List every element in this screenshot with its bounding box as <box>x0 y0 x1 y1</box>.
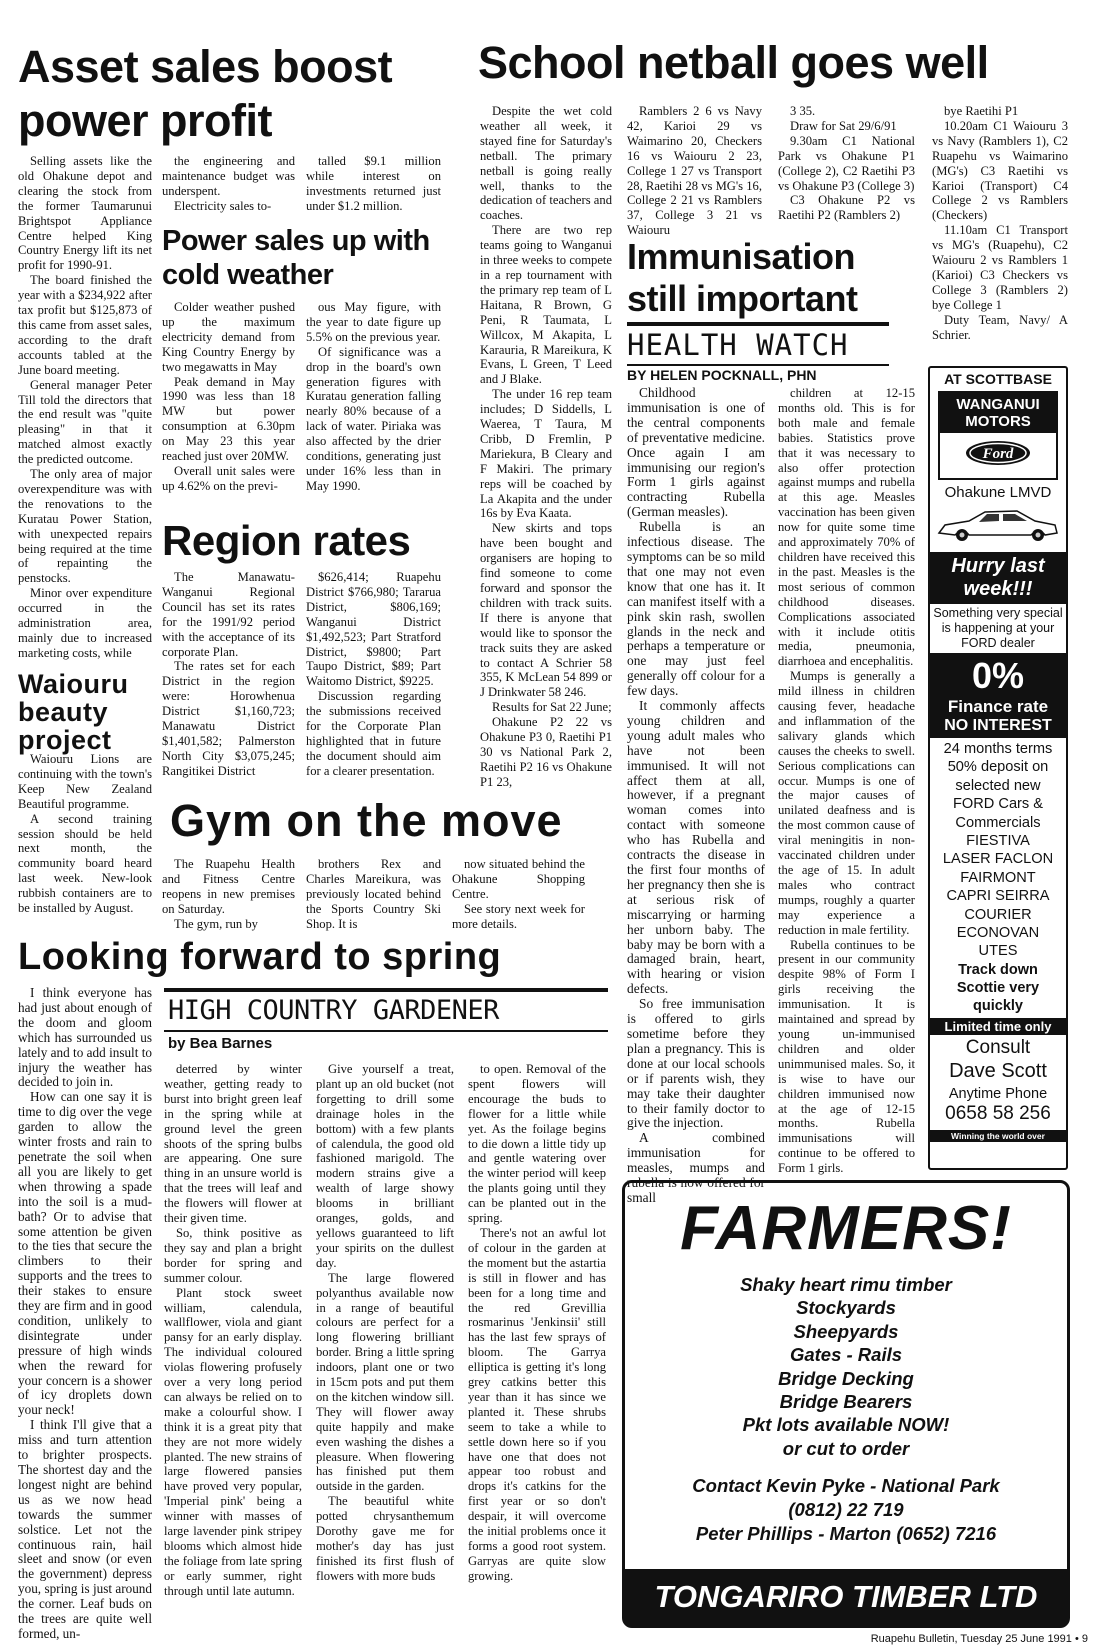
netball-col2-item: Ramblers 2 6 vs Navy 42, Karioi 29 vs Waimarino 20, Checkers 16 vs Waiouru 2 23, College 1 27 vs Transport 28, Raetihi 28 vs MG's 16, College 2 21 vs Ramblers 37, College 3 21 vs Waiouru <box>627 104 762 238</box>
asset-col1-item: The board finished the year with a $234,922 after tax profit but $125,873 of this came from asset sales, according to the draft accounts tabled at the June board meeting. <box>18 273 152 377</box>
spring-col1-item: How can one say it is time to dig over the vege garden to allow the winter frosts and rain to penetrate the soil when all you are likely to get when throwing a spade into the soil is a mud-bath? Or to advise that some attention be given to the ties that secure the climbers to their supports and the trees to their stakes to ensure they are firm and in good condition, unlikely to disintegrate under pressure of high winds when the reward for your concern is a shower of icy droplets down your neck! <box>18 1089 152 1418</box>
ford-lines <box>930 740 1066 961</box>
farmers-items-item: or cut to order <box>782 1437 910 1459</box>
farmers-items-item: Shaky heart rimu timber <box>740 1274 952 1295</box>
netball-headline: School netball goes well <box>478 37 989 88</box>
ford-logo-wrap <box>940 433 1056 478</box>
gym-col2 <box>306 857 441 931</box>
region-col2 <box>306 570 441 800</box>
spring-col1 <box>18 985 152 1641</box>
power-col1-item: Peak demand in May 1990 was less than 18 MW but power consumption at 6.30pm on May 23 this year reached just over 20MW. <box>162 374 295 464</box>
ford-lines-item: ECONOVAN <box>956 925 1040 942</box>
farmers-items <box>625 1273 1067 1460</box>
asset-col2-item: Electricity sales to- <box>174 198 272 213</box>
netball-col1 <box>480 104 612 834</box>
power-col1 <box>162 300 295 500</box>
gym-col3-item: now situated behind the Ohakune Shopping Centre. <box>452 857 585 901</box>
gym-headline: Gym on the move <box>170 795 563 846</box>
netball-col3-item: C3 Ohakune P2 vs Raetihi P2 (Ramblers 2) <box>778 193 915 223</box>
ford-lines-item: CAPRI SEIRRA <box>946 888 1050 905</box>
ford-slogan: Winning the world over <box>930 1130 1066 1142</box>
ford-logo-text: Ford <box>982 446 1014 462</box>
netball-col4-item: 10.20am C1 Waiouru 3 vs Navy (Ramblers 1), C2 Ruapehu vs Waimarino (MG's) C3 Raetihi vs Karioi (Transport) C4 College 2 vs Ramblers (Checkers) <box>932 118 1068 223</box>
spring-col1-item: I think I'll give that a miss and turn attention to brighter prospects. The shortest day and the longest night are behind us as we now head towards the summer solstice. Let not the continuous rain, hail sleet and snow (or even the government) depress you, spring is just around the corner. Leaf buds on the trees are quite well formed, un- <box>18 1417 152 1641</box>
farmers-contact3: Peter Phillips - Marton (0652) 7216 <box>695 1523 997 1545</box>
page-footer: Ruapehu Bulletin, Tuesday 25 June 1991 • 9 <box>870 1633 1088 1645</box>
spring-rule-top <box>164 988 608 992</box>
asset-col1 <box>18 154 152 660</box>
spring-rule-bottom <box>164 1030 608 1032</box>
gym-col2-item: brothers Rex and Charles Mareikura, was previously located behind the Sports Country Ski Shop. It is <box>306 857 441 931</box>
farmers-items-item: Stockyards <box>796 1297 896 1319</box>
spring-col4-item: to open. Removal of the spent flowers will encourage the buds to flower for a little while yet. As the foilage begins to die down a little tidy up and gentle watering over the winter period will keep the plants going until they can be planted out in the spring. <box>468 1062 606 1226</box>
immun-col1-item: A combined immunisation for measles, mumps and rubella is now offered for small <box>627 1130 765 1205</box>
gym-col1-item: The gym, run by <box>174 916 258 931</box>
waiouru-body-item: A second training session should be held next month, the community board heard last week. New-look rubbish containers are to be installed by August. <box>18 811 152 916</box>
ford-lines-item: FIESTIVA <box>966 833 1030 850</box>
power-col2-item: Of significance was a drop in the board's own generation figures with Kuratau generation falling nearly 80% because of a lack of water. Piriaka was also affected by the drier conditions, generating just under 16% less than in May 1990. <box>306 344 441 493</box>
spring-col3-item: The large flowered polyanthus available now in a range of beautiful colours are perfect for a long flowering brilliant border. Bring a little spring indoors, plant one or two in 15cm pots and put them on the kitchen window sill. They will flower away quite happily and make even washing the dishes a pleasure. When flowering has finished put them outside in the garden. <box>316 1270 454 1494</box>
power-col2-item: ous May figure, with the year to date figure up 5.5% on the previous year. <box>306 300 441 344</box>
netball-col3-item: 3 35. <box>790 104 816 118</box>
farmers-items-item: Gates - Rails <box>789 1344 903 1366</box>
ford-hurry: Hurry last week!!! <box>930 552 1066 604</box>
ford-lines-item: UTES <box>978 943 1018 960</box>
ford-phone: 0658 58 256 <box>945 1102 1051 1124</box>
netball-col1-item: The under 16 rep team includes; D Siddells, L Waerea, T Taura, M Cribb, D Fremlin, P Mariekura, B Cleary and F Makiri. The primary reps will be coached by La Akapita and the under 16s by Eva Kaata. <box>480 387 612 521</box>
ford-limited: Limited time only <box>930 1018 1066 1035</box>
immun-rule-top <box>627 322 889 326</box>
asset-col3-item: talled $9.1 million while interest on investments returned just under $1.2 million. <box>306 154 441 213</box>
region-col2-item: $626,414; Ruapehu District $766,980; Tararua District, $806,169; Wanganui District $1,492,523; Part Stratford District, $9800; Part Taupo District, $89; Part Waitomo District, $9225. <box>306 570 441 689</box>
asset-col1-item: Minor over expenditure occurred in the administration area, mainly due to increased marketing costs, while <box>18 586 152 660</box>
power-col2 <box>306 300 441 515</box>
farmers-ad <box>622 1180 1070 1628</box>
spring-col4 <box>468 1062 606 1638</box>
ford-rate-box <box>930 653 1066 738</box>
asset-col1-item: The only area of major overexpenditure was with the renovations to the Kuratau Power Station, with unexpected repairs being required at the time of repainting the penstocks. <box>18 467 152 586</box>
immun-rule-bottom <box>627 364 889 366</box>
asset-col2-item: the engineering and maintenance budget was underspent. <box>162 154 295 198</box>
region-col1-item: The rates set for each District in the region were: Horowhenua District $1,160,723; Manawatu District $1,401,582; Palmerston North City $3,075,245; Rangitikei District <box>162 659 295 778</box>
power-headline: Power sales up with cold weather <box>162 225 430 291</box>
spring-col4-item: There's not an awful lot of colour in the garden at the moment but the astartia is still in flower and has been for a long time and the red Grevillia rosmarinus 'Jenkinsii' still has the last few sprays of bloom. The Garrya elliptica is getting it's long grey catkins better this year than it has since we planted it. These shrubs seem to take a while to settle down here so if you have one that does not appear too robust and drops it's catkins for the first year or so don't despair, it will overcome the initial problems once it forms a good root system. Garryas are quite slow growing. <box>468 1225 606 1583</box>
spring-col3-item: The beautiful white potted chrysanthemum Dorothy gave me for mother's day has just finished its first flush of flowers with more buds <box>316 1494 454 1583</box>
ford-anytime: Anytime Phone <box>948 1085 1048 1102</box>
power-col1-item: Colder weather pushed up the maximum electricity demand from King Country Energy by two megawatts in May <box>162 300 295 374</box>
asset-col1-item: Selling assets like the old Ohakune depot and clearing the stock from the former Taumarunui Brightspot Appliance Centre helped King Country Energy lift its net profit for 1990-91. <box>18 154 152 273</box>
asset-headline: Asset sales boost power profit <box>18 41 393 146</box>
spring-col2-item: So, think positive as they say and plan a bright border for spring and summer colour. <box>164 1225 302 1285</box>
ford-ad-top: AT SCOTTBASE <box>944 371 1052 387</box>
ford-lines-item: LASER FACLON <box>942 851 1054 868</box>
immun-col2-item: children at 12-15 months old. This is for both male and female babies. Statistics prove that it was necessary to also offer protection against mumps and rubella at this age. Measles vaccination has been given now for quite some time and approximately 70% of children have received this in the past. Measles is the most serious of common childhood diseases. Complications associated with it include otitis media, pneumonia, diarrhoea and encephalitis. <box>778 386 915 669</box>
netball-col4-item: bye Raetihi P1 <box>944 104 1019 118</box>
spring-col3 <box>316 1062 454 1638</box>
farmers-title: FARMERS! <box>680 1194 1012 1263</box>
spring-byline: by Bea Barnes <box>168 1035 273 1052</box>
farmers-items-item: Pkt lots available NOW! <box>742 1414 950 1436</box>
immun-col1-item: So free immunisation is offered to girls sometime before they plan a pregnancy. This is done at our local schools or if parents wish, they may take their daughter to their family doctor to give the injection. <box>627 996 765 1131</box>
farmers-items-item: Bridge Bearers <box>779 1391 913 1413</box>
gym-col1 <box>162 857 295 931</box>
spring-column-title: HIGH COUNTRY GARDENER <box>168 995 499 1026</box>
immun-col2 <box>778 386 915 1176</box>
immun-headline: Immunisation still important <box>627 236 858 319</box>
netball-col2 <box>627 104 762 238</box>
farmers-items-item: Bridge Decking <box>778 1367 914 1389</box>
netball-col3-item: 9.30am C1 National Park vs Ohakune P1 (College 2), C2 Raetihi P3 vs Ohakune P3 (College 3) <box>778 133 915 193</box>
waiouru-headline: Waiouru beauty project <box>18 669 129 755</box>
spring-col2 <box>164 1062 302 1638</box>
spring-col2-item: deterred by winter weather, getting ready to burst into bright green leaf in the spring while at ground level the green shoots of the spring bulbs are appearing. One sure thing in an unsure world is that the trees will leaf and the flowers will flower at their given time. <box>164 1062 302 1226</box>
netball-col4-item: Duty Team, Navy/ A Schrier. <box>932 312 1068 342</box>
netball-col1-item: New skirts and tops have been bought and organisers are hoping to find someone to come forward and sponsor the children with track suits. If there is anyone that would like to sponsor the track suits they are asked to contact A Schrier 58 355, K McLean 54 899 or J Drinkwater 58 246. <box>480 521 612 700</box>
netball-col1-item: Ohakune P2 22 vs Ohakune P3 0, Raetihi P1 30 vs National Park 2, Raetihi P2 16 vs Ohakune P1 23, <box>480 715 612 789</box>
ford-lines-item: 50% deposit on <box>947 759 1049 776</box>
immun-col2-item: Rubella continues to be present in our community despite 98% of Form I girls receiving the immunisation. It is maintained and spread by young un-immunised children and older unimmunised males. So, it is wise to have our children immunised now at the age of 12-15 months. Rubella immunisations will continue to be offered to Form 1 girls. <box>778 937 915 1176</box>
farmers-company: TONGARIRO TIMBER LTD <box>625 1569 1067 1625</box>
ford-lines-item: selected new <box>955 777 1041 794</box>
netball-col4-item: 11.10am C1 Transport vs MG's (Ruapehu), C2 Waiouru 2 vs Ramblers 1 (Karioi) C3 Checkers vs College 3 (Ramblers 2) bye College 1 <box>932 223 1068 312</box>
immun-column-title: HEALTH WATCH <box>627 328 849 362</box>
waiouru-body <box>18 752 152 930</box>
region-col1 <box>162 570 295 800</box>
asset-col2 <box>162 154 295 213</box>
region-headline: Region rates <box>162 517 411 564</box>
ford-ad <box>928 366 1068 1170</box>
ford-nointerest: NO INTEREST <box>944 717 1052 734</box>
ford-finance: Finance rate <box>947 697 1049 716</box>
ford-lines-item: 24 months terms <box>943 741 1053 757</box>
netball-col1-item: There are two rep teams going to Wanganui in three weeks to compete in a rep tournament with the primary rep team of L Haitana, R Brown, G Peni, R Taumata, L Willcox, M Akapita, L Karauria, R Mareikura, K Evans, L Green, T Leed and J Blake. <box>480 223 612 387</box>
spring-headline: Looking forward to spring <box>18 936 502 978</box>
ford-lines-item: Commercials <box>955 814 1041 831</box>
ford-trackdown: Track down Scottie very quickly <box>956 961 1040 1014</box>
region-col1-item: The Manawatu-Wanganui Regional Council has set its rates for the 1991/92 period with the acceptance of its corporate Plan. <box>162 570 295 659</box>
ford-lines-item: FORD Cars & <box>953 796 1043 813</box>
immun-col2-item: Mumps is generally a mild illness in children causing fever, headache and inflammation of the salivary glands which causes the cheeks to swell. Serious complications can occur. Mumps is one of the major causes of unilated deafness and is the most common cause of viral meningitis in non-vaccinated children under the age of 15. In adult males who contract mumps, roughly a quarter may experience a reduction in male fertility. <box>778 669 915 937</box>
netball-col3 <box>778 104 915 234</box>
ford-special: Something very special is happening at your FORD dealer <box>933 606 1063 650</box>
region-col2-item: Discussion regarding the submissions received for the Corporate Plan highlighted that in future the document should aim for a clearer presentation. <box>306 689 441 778</box>
immun-col1-item: It commonly affects young children and young adult males who have not been immunised. It will not affect them at all, however, if a pregnant woman comes into contact with someone who has Rubella and contracts the disease in the first four months of her pregnancy then she is at serious risk of miscarrying or harming her unborn baby. The baby may be born with a damaged brain, heart, with hearing or vision defects. <box>627 698 765 997</box>
asset-col3 <box>306 154 441 213</box>
farmers-contact2: (0812) 22 719 <box>788 1499 904 1521</box>
ford-lines-item: FAIRMONT <box>960 869 1036 886</box>
netball-col3-item: Draw for Sat 29/6/91 <box>790 118 897 133</box>
ford-dealer: WANGANUI MOTORS <box>956 396 1040 430</box>
farmers-contact1: Contact Kevin Pyke - National Park <box>692 1475 1000 1497</box>
immun-col1-item: Childhood immunisation is one of the central components of preventative medicine. Once again I am immunising our region's Form 1 girls against contracting Rubella (German measles). <box>627 385 765 520</box>
ford-location: Ohakune LMVD <box>944 484 1052 501</box>
netball-col4 <box>932 104 1068 366</box>
ford-dealer-box <box>938 391 1058 480</box>
immun-byline: BY HELEN POCKNALL, PHN <box>627 367 817 383</box>
ford-rate: 0% <box>971 655 1025 696</box>
ford-name: Dave Scott <box>949 1059 1047 1082</box>
asset-col1-item: General manager Peter Till told the directors that the end result was "quite pleasing" in that it matched almost exactly the predicted outcome. <box>18 377 152 467</box>
car-icon <box>935 503 1061 545</box>
gym-col3-item: See story next week for more details. <box>452 901 585 931</box>
spring-col1-item: I think everyone has had just about enough of the doom and gloom which has surrounded us lately and to add insult to injury the weather has decided to join in. <box>18 985 152 1090</box>
power-col1-item: Overall unit sales were up 4.62% on the previ- <box>162 463 295 493</box>
spring-col3-item: Give yourself a treat, plant up an old bucket (not forgetting to drill some drainage holes in the bottom) with a few plants of calendula, the good old fashioned marigold. The modern strains give a wealth of large showy blooms in brilliant oranges, golds, and yellows guaranteed to lift your spirits on the dullest day. <box>316 1062 454 1270</box>
netball-col1-item: Despite the wet cold weather all week, it stayed fine for Saturday's netball. The primary netball is going really well, thanks to the dedication of teachers and coaches. <box>480 104 612 223</box>
gym-col3 <box>452 857 585 931</box>
immun-col1-item: Rubella is an infectious disease. The symptoms can be so mild that one may not even know that one has it. It can manifest itself with a pink skin rash, swollen glands in the neck and perhaps a temperature or one may just feel generally off colour for a few days. <box>627 519 765 699</box>
spring-col2-item: Plant stock sweet william, calendula, wallflower, viola and giant pansy for an early display. The individual coloured violas flowering profusely over a very long period can always be relied on to make a colourful show. I think it is a great pity that they are not more widely planted. The new strains of large flowered pansies have proved very popular, 'Imperial pink' being a winner with masses of large lavender pink stripey blooms which almost hide the foliage from late spring or early summer, right through until late autumn. <box>164 1285 302 1598</box>
waiouru-body-item: Waiouru Lions are continuing with the town's Keep New Zealand Beautiful programme. <box>18 752 152 811</box>
ford-logo-icon <box>964 439 1032 467</box>
ford-consult: Consult <box>965 1036 1031 1058</box>
gym-col1-item: The Ruapehu Health and Fitness Centre reopens in new premises on Saturday. <box>162 857 295 916</box>
immun-col1 <box>627 385 765 1205</box>
ford-lines-item: COURIER <box>964 906 1032 923</box>
farmers-items-item: Sheepyards <box>793 1320 899 1342</box>
netball-col1-item: Results for Sat 22 June; <box>492 700 612 715</box>
